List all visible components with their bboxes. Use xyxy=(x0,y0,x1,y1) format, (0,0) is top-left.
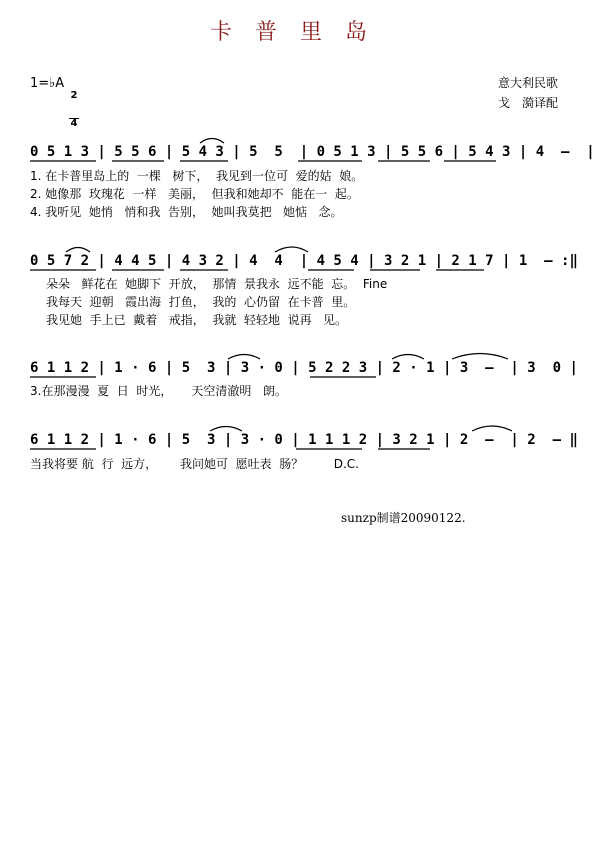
lyric-line-2-verse-1: 朵朵 鲜花在 她脚下 开放， 那情 景我永 远不能 忘。 Fine xyxy=(46,277,388,291)
slur-mark xyxy=(66,248,90,253)
meter-top: 2 xyxy=(70,90,78,101)
notation-line-1: 0 5 1 3 | 5 5 6 | 5 4 3 | 5 5 | 0 5 1 3 | 5 5 6 | 5 4 3 | 4 – | xyxy=(30,144,595,160)
slur-mark xyxy=(200,139,224,144)
slur-mark xyxy=(228,355,260,360)
slur-mark xyxy=(392,355,424,360)
time-signature xyxy=(69,73,79,137)
slur-mark xyxy=(210,427,242,432)
song-title: 卡 普 里 岛 xyxy=(210,20,375,45)
slur-mark xyxy=(472,426,512,431)
lyric-line-1-verse-1: 1. 在卡普里岛上的 一棵 树下， 我见到一位可 爱的姑 娘。 xyxy=(30,169,364,183)
key-signature: 1=♭A xyxy=(30,76,65,91)
lyric-line-2-verse-4: 我见她 手上已 戴着 戒指， 我就 轻轻地 说再 见。 xyxy=(46,313,348,327)
lyric-line-3-verse-3: 3.在那漫漫 夏 日 时光， 天空清澈明 朗。 xyxy=(30,384,287,398)
origin-credit: 意大利民歌 xyxy=(498,76,559,90)
lyric-line-1-verse-2: 2. 她像那 玫瑰花 一样 美丽， 但我和她却不 能在一 起。 xyxy=(30,187,359,201)
lyric-line-2-verse-2: 我每天 迎朝 霞出海 打鱼， 我的 心仍留 在卡普 里。 xyxy=(46,295,356,309)
lyric-line-1-verse-4: 4. 我听见 她悄 悄和我 告别， 她叫我莫把 她惦 念。 xyxy=(30,205,343,219)
notation-line-4: 6 1 1 2 | 1 · 6 | 5 3 | 3 · 0 | 1 1 1 2 | 3 2 1 | 2 – | 2 – ‖ xyxy=(30,432,578,448)
transcriber-footer: sunzp制谱20090122. xyxy=(341,511,466,525)
slur-mark xyxy=(275,247,308,252)
slur-mark xyxy=(452,354,508,360)
lyric-line-4-verse-3: 当我将要 航 行 远方， 我问她可 愿吐表 肠？ D.C. xyxy=(30,457,359,471)
notation-line-3: 6 1 1 2 | 1 · 6 | 5 3 | 3 · 0 | 5 2 2 3 | 2 · 1 | 3 – | 3 0 | xyxy=(30,360,578,376)
meter-bottom: 4 xyxy=(70,118,78,129)
notation-line-2: 0 5 7 2 | 4 4 5 | 4 3 2 | 4 4 | 4 5 4 | 3 2 1 | 2 1 7 | 1 – :‖ xyxy=(30,253,578,269)
translator-credit: 戈 漪译配 xyxy=(498,96,559,110)
